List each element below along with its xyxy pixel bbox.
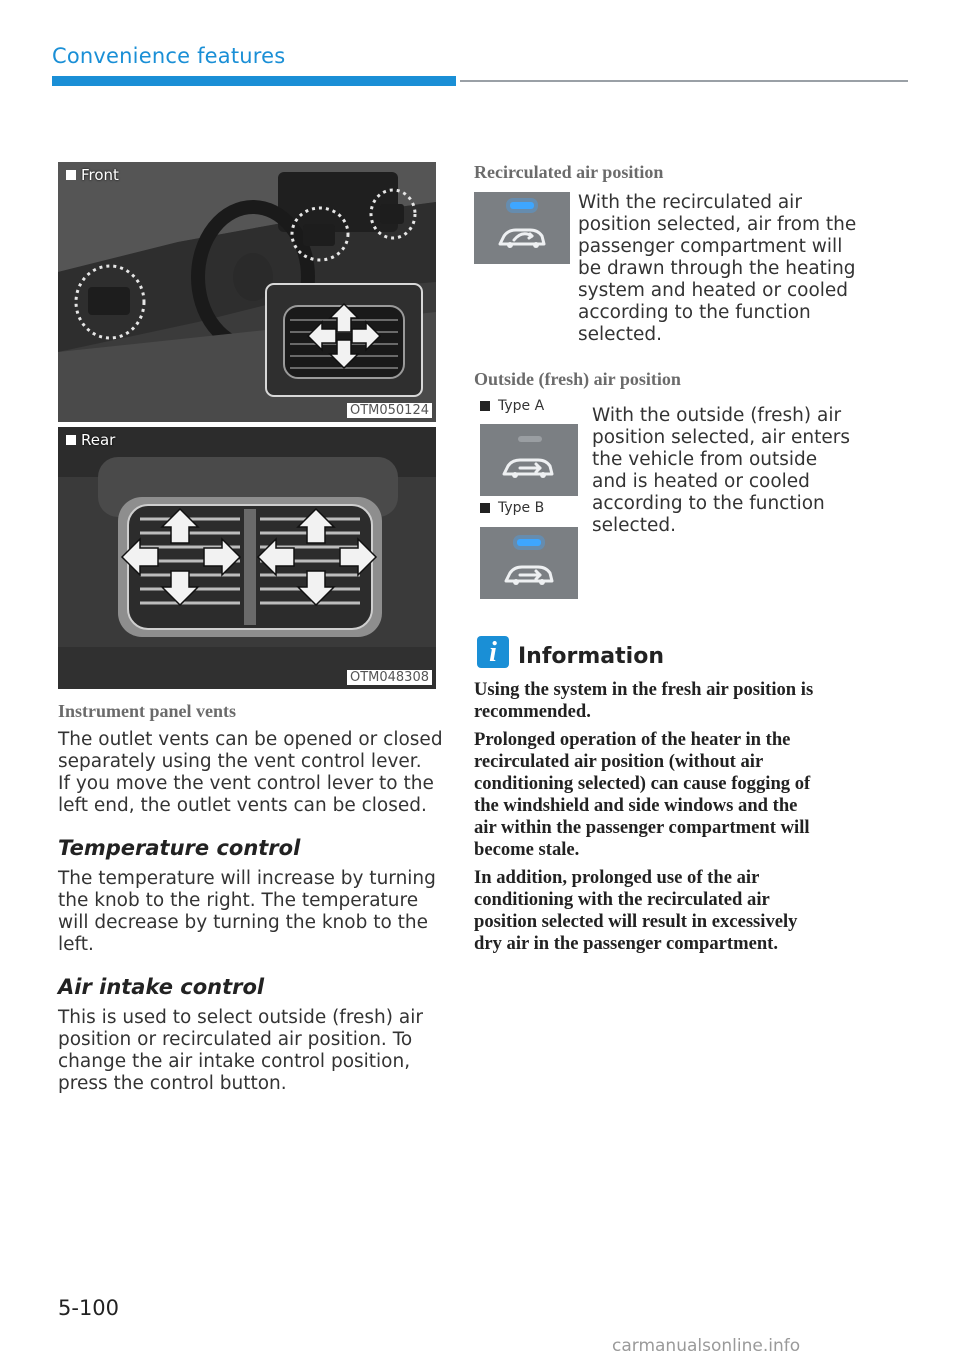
rear-vents-photo <box>58 427 436 689</box>
rear-figure-code: OTM048308 <box>347 670 432 685</box>
bullet-square-icon <box>480 401 490 411</box>
vents-heading: Instrument panel vents <box>58 701 237 721</box>
outside-air-paragraph: With the outside (fresh) air position selected, air enters the vehicle from outside and is heated or cooled according to the function selected. <box>592 405 850 536</box>
bullet-square-icon <box>66 170 76 180</box>
air-intake-paragraph: This is used to select outside (fresh) air position or recirculated air position. To change the air intake control position, press the control button. <box>58 1007 423 1094</box>
type-a-button-image <box>480 424 578 496</box>
front-vents-photo <box>58 162 436 422</box>
air-intake-heading: Air intake control <box>58 975 265 999</box>
temperature-paragraph: The temperature will increase by turning the knob to the right. The temperature will decrease by turning the knob to the left. <box>58 868 436 955</box>
watermark: carmanualsonline.info <box>612 1336 801 1356</box>
header-accent-bar <box>52 76 456 86</box>
section-title: Convenience features <box>52 44 286 68</box>
type-a-label: Type A <box>480 398 544 414</box>
recirculated-paragraph: With the recirculated air position selected, air from the passenger compartment will be drawn through the heating system and heated or cooled according to the function selected. <box>578 192 857 345</box>
information-icon: i <box>477 636 509 668</box>
information-title: Information <box>518 644 664 669</box>
recirculated-heading: Recirculated air position <box>474 162 664 182</box>
front-figure-code: OTM050124 <box>347 403 432 418</box>
page-number: 5-100 <box>58 1296 120 1320</box>
bullet-square-icon <box>66 435 76 445</box>
type-b-button-image <box>480 527 578 599</box>
bullet-square-icon <box>480 503 490 513</box>
information-body: Using the system in the fresh air position is recommended. Prolonged operation of the heater in the recirculated air position (without air conditioning selected) can cause fogging of the windshield and side windows and the air within the passenger compartment will become stale. In addition, prolonged use of the air conditioning with the recirculated air position selected will result in excessively dry air in the passenger compartment. <box>474 679 814 954</box>
header-rule <box>460 80 908 82</box>
outside-air-heading: Outside (fresh) air position <box>474 369 681 389</box>
type-b-label: Type B <box>480 500 544 516</box>
front-figure-label: Front <box>66 166 119 184</box>
recirculated-air-button-image <box>474 192 570 264</box>
vents-paragraph: The outlet vents can be opened or closed separately using the vent control lever. If you move the vent control lever to the left end, the outlet vents can be closed. <box>58 729 443 816</box>
temperature-heading: Temperature control <box>58 836 301 860</box>
rear-figure-label: Rear <box>66 431 115 449</box>
